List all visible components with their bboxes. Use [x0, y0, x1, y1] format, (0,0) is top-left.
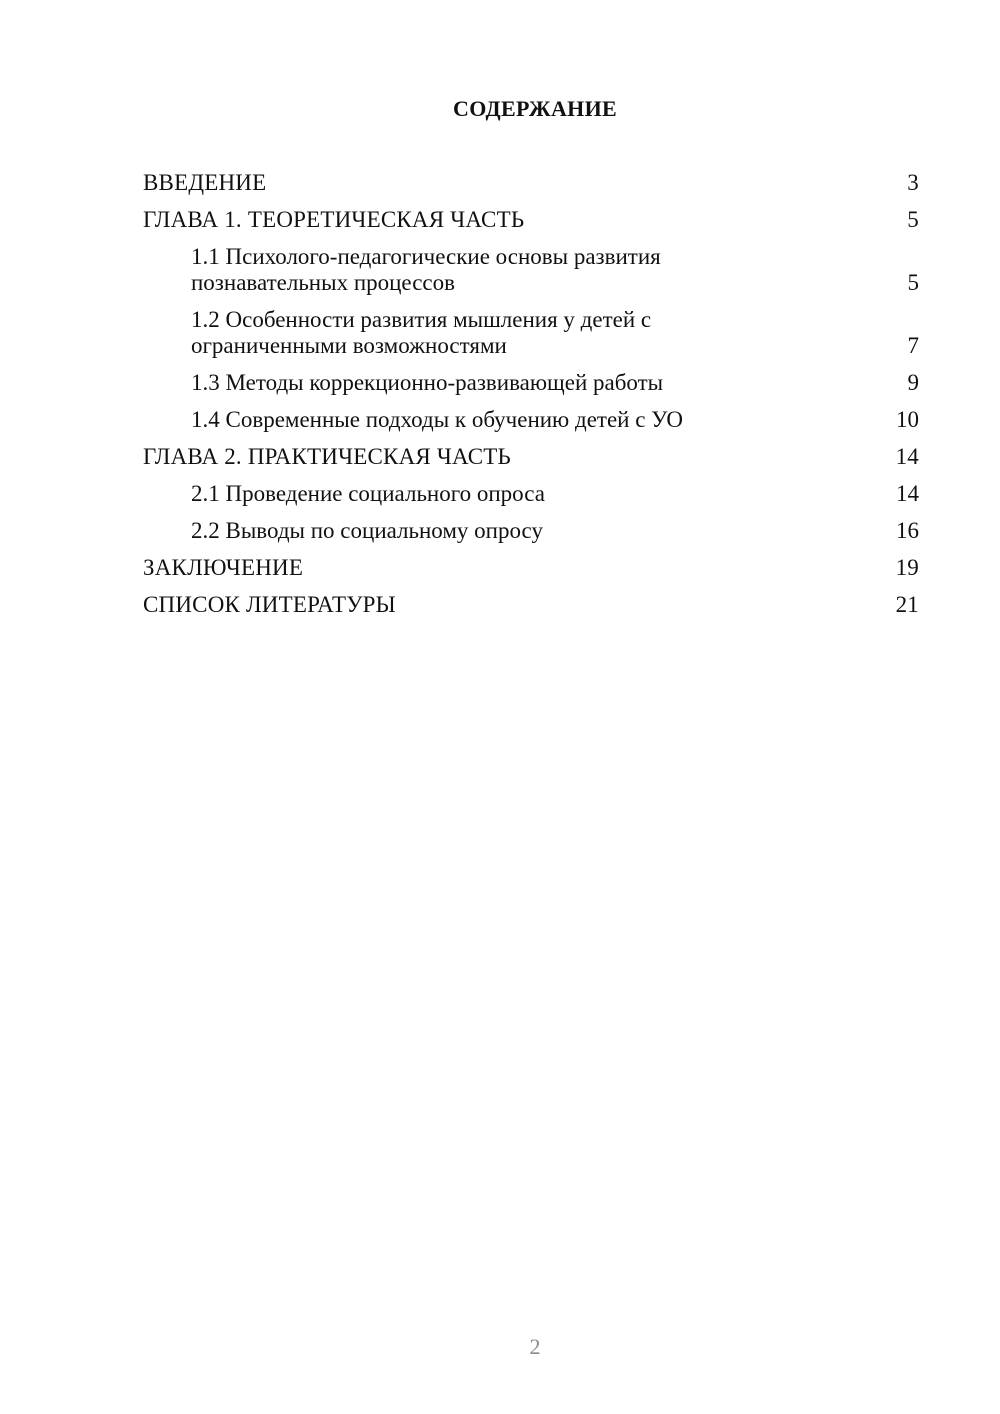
- toc-entry-section-2-2[interactable]: [143, 518, 919, 544]
- toc-entry-page: 5: [907, 207, 919, 232]
- toc-entry-label: ВВЕДЕНИЕ: [143, 170, 267, 195]
- toc-entry-references[interactable]: [143, 592, 919, 618]
- toc-entry-label: 2.2 Выводы по социальному опросу: [191, 518, 543, 543]
- toc-entry-section-1-4[interactable]: [143, 407, 919, 433]
- table-of-contents: [143, 170, 919, 629]
- toc-entry-label: ЗАКЛЮЧЕНИЕ: [143, 555, 304, 580]
- toc-entry-chapter-2[interactable]: [143, 444, 919, 470]
- toc-entry-section-1-3[interactable]: [143, 370, 919, 396]
- toc-entry-introduction[interactable]: [143, 170, 919, 196]
- toc-entry-label: 1.4 Современные подходы к обучению детей с УО: [191, 407, 683, 432]
- toc-entry-conclusion[interactable]: [143, 555, 919, 581]
- toc-entry-label: 1.3 Методы коррекционно-развивающей работы: [191, 370, 664, 395]
- toc-entry-label: 1.1 Психолого-педагогические основы развития познавательных процессов: [191, 244, 661, 295]
- toc-entry-label: 2.1 Проведение социального опроса: [191, 481, 545, 506]
- toc-entry-page: 21: [895, 592, 919, 617]
- toc-entry-section-1-1[interactable]: [143, 244, 919, 296]
- toc-entry-page: 5: [907, 270, 919, 295]
- page-number: 2: [529, 1334, 541, 1359]
- toc-entry-page: 9: [907, 370, 919, 395]
- toc-entry-page: 16: [896, 518, 919, 543]
- toc-entry-section-1-2[interactable]: [143, 307, 919, 359]
- toc-entry-label: ГЛАВА 2. ПРАКТИЧЕСКАЯ ЧАСТЬ: [143, 444, 511, 469]
- toc-entry-page: 10: [896, 407, 919, 432]
- toc-entry-page: 14: [896, 481, 919, 506]
- toc-entry-page: 3: [907, 170, 919, 195]
- toc-entry-label: 1.2 Особенности развития мышления у детей с ограниченными возможностями: [191, 307, 652, 358]
- page-title: СОДЕРЖАНИЕ: [453, 96, 617, 121]
- toc-entry-page: 7: [907, 333, 919, 358]
- toc-entry-page: 19: [895, 555, 919, 580]
- toc-entry-page: 14: [895, 444, 919, 469]
- toc-entry-label: СПИСОК ЛИТЕРАТУРЫ: [143, 592, 396, 617]
- toc-entry-label: ГЛАВА 1. ТЕОРЕТИЧЕСКАЯ ЧАСТЬ: [143, 207, 525, 232]
- toc-entry-section-2-1[interactable]: [143, 481, 919, 507]
- toc-entry-chapter-1[interactable]: [143, 207, 919, 233]
